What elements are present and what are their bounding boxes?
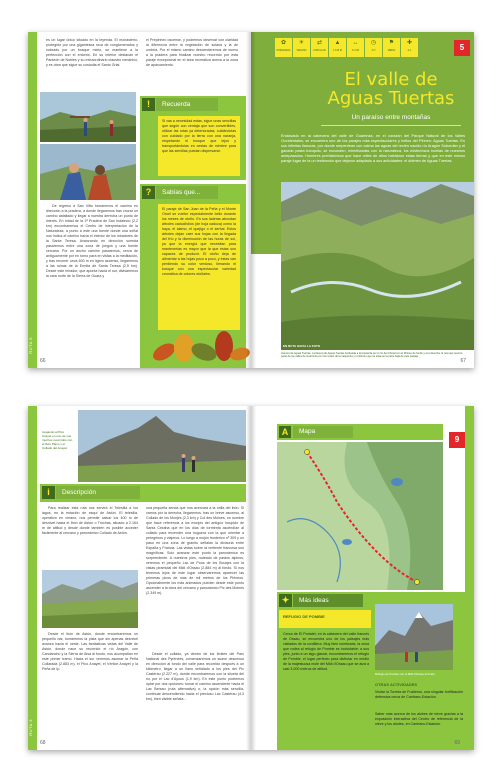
route-intro: Enclavado en la cabecera del valle de Guarrinza, en el corazón del Parque Natural de los Valles Occidentales, se encuentra uno de los parajes más espectaculares y bellos del Pirineo: Aguas Tuertas. En sus infinitas llanuras, por donde serpentean con calma las aguas del recién nacido río Aragón Subordán y el ganado pasta tranquilo, se esconden, mimetizadas con la naturaleza, los misteriosos huellas de nuestros antepasados. Hombres prehistóricos que hace miles de años habitaron estas tierras y que en este mismo paraje lugar de la un testimonio que dejaron adaptado a sus actividades: el dolmen de Aguas Tuertas. <box>281 134 465 163</box>
photo-refugio-pombie <box>375 604 453 670</box>
refugio-title: REFUGIO DE POMBIE <box>283 614 325 619</box>
altitude-icon: ▲ 1.615 M <box>329 38 346 57</box>
refugio-box <box>279 610 371 628</box>
photo-caption: Llegando al Pico Anayet en uno de sus muchos recorridos con el Ibón Plano y el Collado del Anayet. <box>42 430 73 450</box>
gutter-shadow <box>246 32 256 368</box>
map-icon: A <box>279 426 291 438</box>
exclamation-icon: ! <box>142 98 155 111</box>
photo-anayet-peak <box>78 410 246 482</box>
season-summer-icon: ☀ VERANO <box>293 38 310 57</box>
route-info-icons <box>275 38 419 57</box>
mas-ideas-header: Más ideas <box>293 594 363 607</box>
side-label: RUTA 9 <box>28 719 33 736</box>
route-map <box>277 442 443 590</box>
distance-icon: ↔ 11 KM <box>347 38 364 57</box>
col2-text2: Desde el collado, ya dentro de los límites del Parc National des Pyrénées, comenzaremos un suave descenso en dirección al fondo del valle para recorrido después a un kilómetro, llegar a un llano señalado a los pies del Pic Castérau (2.227 m), donde encontraremos con la silueta del río por el Lac d'Ayous (1,9 km). En este punto podremos optar por dos opciones: tomar el camino ascendente hacia el Lac Bersau (ruta alternativa) o, la opción más sencilla, continuar descendiendo hacia el precioso Lac Castérau (4,3 km), bien visible señala... <box>146 652 244 701</box>
intro-text: es un lugar único situado en la leyenda. El monasterio, protegido por una gigantesca roca de conglomerados y rodeado por un bosque mixto, se mantiene a la perfección con el entorno. En su interior destacan el Panteón de Nobles y su extraordinario claustro románico, y es obra que sigue su custodia el Santo Grial. <box>46 38 138 67</box>
photo-aguas-tuertas-valley <box>281 182 474 350</box>
photo-caption: Refugio de Pombie con el Midi d'Ossau al fondo. <box>375 672 436 676</box>
col1-text: Para realizar esta ruta nos servirá el Telesilla a los lagos, en la estación de esquí de Astún. El telesilla, operativo en verano, nos permite salvar los 400 m de desnivel hasta el Ibón de Astún o Truchas, situado a 2.164 m de altitud y desde donde también es posible acceder fácilmente al cercano y panorámico Collado de Astún. <box>42 506 138 535</box>
right-col-text: el Prepirineo oscense, y podremos observar con claridad la diferencia entre la vegetación de solana y la de umbría. Por el mismo camino descenderemos de nuevo a la pradera para finalizar nuestro recorrido por esta paraje excepcional en el área recreativa anexa a la zona de aparcamiento. <box>146 38 238 67</box>
question-icon: ? <box>142 186 155 199</box>
difficulty-icon: ⚑ MEDIA <box>383 38 400 57</box>
page-68 <box>28 406 251 750</box>
recuerda-header: Recuerda <box>156 98 218 111</box>
col1-text2: Desde el ibón de Astún, donde encontraremos un pequeño bar, tomaremos la pista que sin apenas desnivel avanza hacia el oeste. Las fantásticas vistas del Valle de Astún, donde nace su recorrido el río Aragón, con Candanchú y la Sierra de Aisa al fondo, nos acompañan en este primer tramo. Hacia el sur veremos asomar la Peña Collarada (2.883 m), el Pico Anayet, el Vértice Anayet y la Peña de Ip. <box>42 632 138 671</box>
access-icon: ✚ A-1 <box>401 38 418 57</box>
page-number: 68 <box>40 740 46 746</box>
info-icon: i <box>42 486 55 499</box>
sabias-content <box>158 204 240 330</box>
duration-icon: ◷ 3 H <box>365 38 382 57</box>
descripcion-header: Descripción <box>56 486 140 499</box>
sabias-text: El paraje de San Juan de la Peña y el Monte Oroel se vuelve especialmente bello durante los meses de otoño. En sus laderas abundan árboles caducifolios (de hoja caduca) como la haya, el álamo, el quejigo o el serbal. Estos árboles dejan caer sus hojas con la llegada del frío y la disminución de las horas de sol, ya que la energía que necesitan para mantenerlas es mayor que la que éstas son capaces de producir. El otoño deja de alimentar a las hojas poco a poco, y éstas van perdiendo su color verdoso, llenando el bosque con una espectacular variedad cromática de colores otoñales. <box>162 207 236 276</box>
route-title-line2: Aguas Tuertas <box>327 88 455 109</box>
top-spread <box>28 32 474 368</box>
mapa-header: Mapa <box>293 426 353 438</box>
page-67 <box>251 32 474 368</box>
recuerda-content <box>158 116 240 176</box>
col2-text: una pequeña senda que nos acercará a la orilla del ibón. Si vamos por la derecha, llegaremos, tras un breve ascenso, al Collado de los Monjes (2,3 km) y Col des Moines, un nombre que hace referencia a los monjes del antiguo hospicio de Santa Cristina que en los días de tormenta ascendían al collado para encender una hoguera con la que orientar a peregrinos y viajeros. Lo luego a mojón fronterizo nº 309 y un paso en una zona de granito señalan la divisoria entre España y Francia. Las vistas sobre la vertiente francesa son magníficas. Solo avanzar este punto la panorámica es sorprendente. A nuestros pies, rodeado de pastos alpinos, veremos el pequeño Lac de Pous de los Bouqes con la vistas piramidal del Midi d'Ossau (2.884 m) al fondo. Si nos tenemos lejos de este lugar observaremos aparecer las primeras picos de más de mil metros de los Pirineos. Opcionalmente los más animados pueden desde este punto ascender a la cima del cercano y panorámico Pic des Moines (2.349 m). <box>146 506 244 595</box>
subtitle-divider <box>321 125 461 126</box>
route-number-badge: 9 <box>449 432 465 448</box>
recuerda-text: Si vas a necesidad estas, sigue unas sencillas que según con ventaja que son convertibles, utilizar las rutas ya deterioradas, cuidándolas con cuidado por la tierra con una naranja, respetando el bosque que lejos y transportándolas en cestas de mimbre para que las semillas puedan dispersarse. <box>162 119 236 153</box>
photo-caption: EN RUTA HACIA LA FOTO <box>283 344 321 348</box>
otras-text: Visitar la Torreta de Fusileros, una singular fortificación defensiva cerca de Canfranc-Estación. <box>375 690 463 699</box>
main-text: De regreso a San Vitto tomaremos el camino en dirección a la pradera, a donde llegaremos tras cruzar un camino asfaltado y llegar a nuestra derecha un punto de interés. En mitad de la 1ª Pradera de San Indalecio (2,2 km) encontraremos el Centro de Interpretación de la Naturaleza, a punto a este una fuente donde una señal nos indica el camino hacia el interior de los miradores de la Santa Teresa. Avanzando en dirección suresta pasaremos entre una zona de juegos y una fuente cercana. Por un ancho camino pasaremos, cerca de antiguamente por en torno para en vistas a la meditación, y tras recorrer unos 600 m en ligero ascenso, llegaremos a las ruinas de la Ermita de Santa Teresa (2,5 km). Desde este mirador, que apunta hacia el sur, divisaremos la cara norte de la Sierra de Guara y <box>46 204 138 278</box>
page-number: 69 <box>454 740 460 746</box>
autumn-leaves-illustration <box>146 322 250 368</box>
sabias-header: Sabías que... <box>156 186 218 199</box>
page-number: 67 <box>460 358 466 364</box>
page-69 <box>251 406 474 750</box>
route-title-line1: El valle de <box>344 69 438 90</box>
route-number-badge: 5 <box>454 40 470 56</box>
bottom-caption: Llanura de Aguas Tuertas. La llanura de Aguas Tuertas bordeada a la izquierda por el río del Chotal con el Pirineo de fondo y a la derecha, la ruta que recorre parte de los valles de Guarrinza con los restos de la vaqueriza y el dolmen que se sitúa en la parte baja de este paisaje. <box>281 352 463 359</box>
gutter-shadow <box>246 406 256 750</box>
page-66 <box>28 32 251 368</box>
photo-hikers-lookout <box>40 92 136 142</box>
side-bar <box>28 406 37 750</box>
photo-valley-meadow <box>42 570 138 628</box>
route-subtitle: Un paraíso entre montañas <box>351 114 431 121</box>
photo-couple-view <box>40 144 136 200</box>
side-label: RUTA 5 <box>28 337 33 354</box>
otras-text2: Saber más acerca de los alubes de nieve gracias a la exposición interactiva del Centro de referencia de la nieve y los aludes, en Canfranc-Estación. <box>375 712 463 726</box>
bottom-spread <box>28 406 474 750</box>
lightbulb-icon: ✦ <box>279 594 292 607</box>
refugio-text: Cerca de El Portalet, en la cabecera del valle francés de Ossau, se encuentra uno de los paisajes más visitados de la cordillera. Muy bien nombrada, la zona que rodea al refugio de Pombie es inolvidable: a sus pies, junto a un lago glaciar, encontraremos el refugio de Pombie, el lugar perfecto para disfrutar en medio de la majestuosa mole del Midi d'Ossau que se alza a casi 3.000 metros de altitud. <box>283 632 369 671</box>
side-bar <box>28 32 37 368</box>
otras-title: OTRAS ACTIVIDADES <box>375 682 418 687</box>
circular-route-icon: ⇄ CIRCULAR <box>311 38 328 57</box>
page-number: 66 <box>40 358 46 364</box>
season-spring-icon: ✿ PRIMAVERA <box>275 38 292 57</box>
